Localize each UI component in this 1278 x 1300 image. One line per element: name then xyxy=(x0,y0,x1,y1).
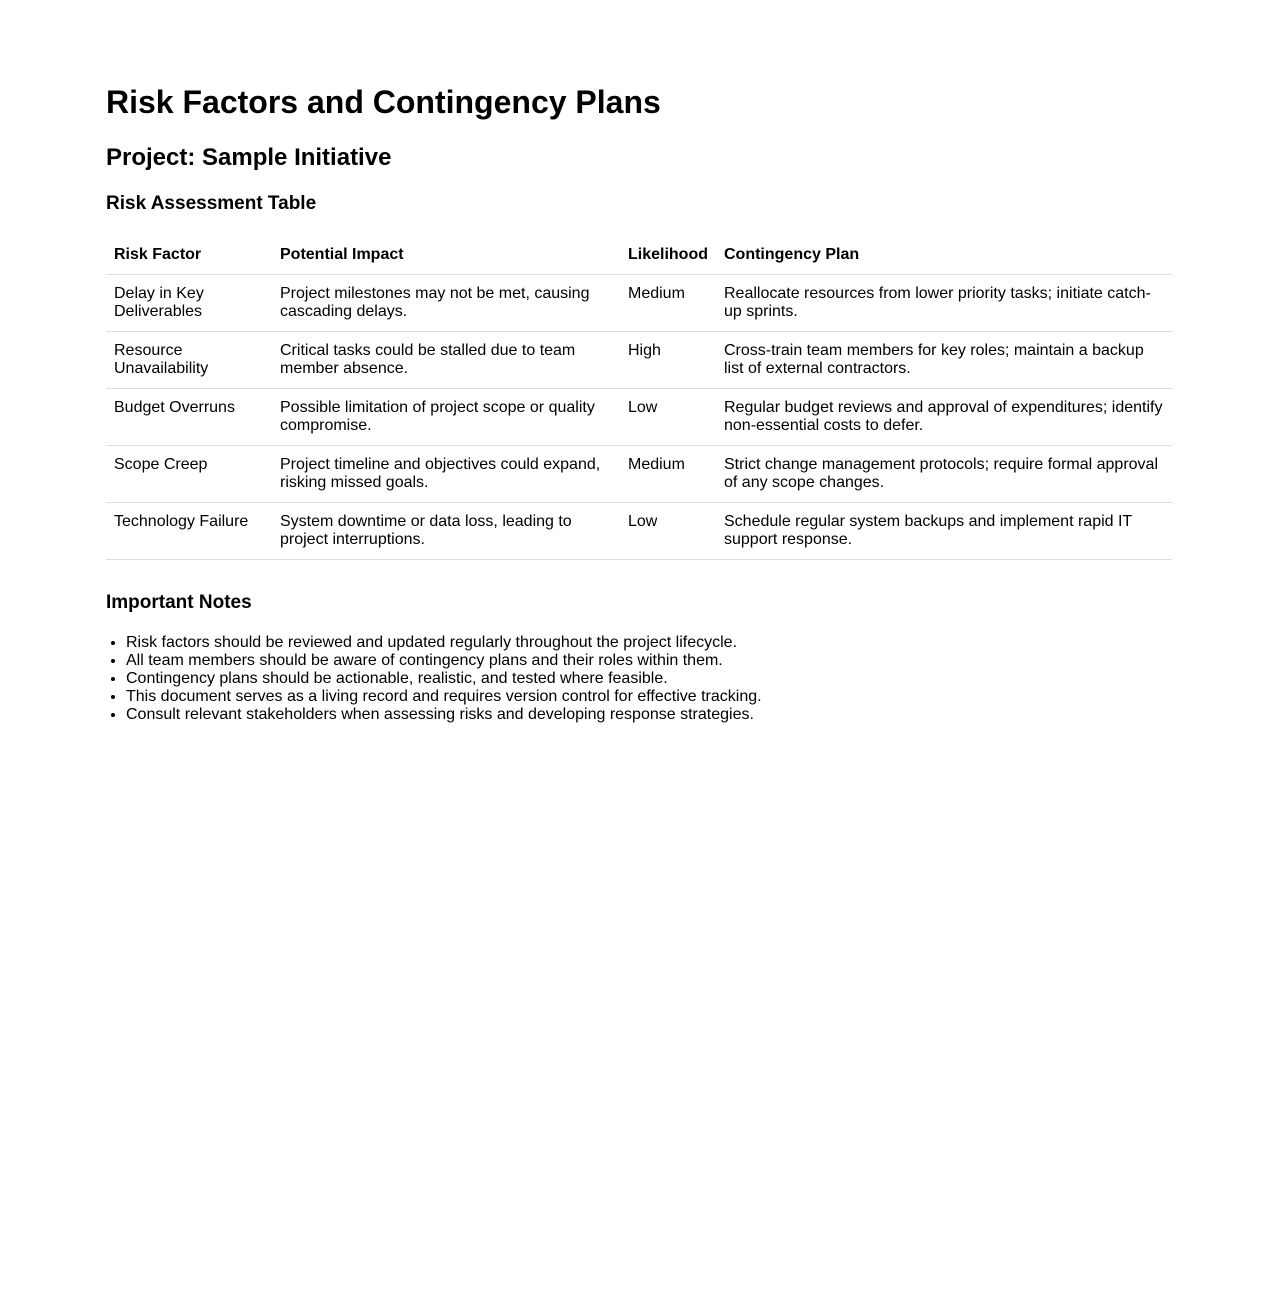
table-header-row xyxy=(106,235,1172,275)
header-likelihood: Likelihood xyxy=(628,246,708,263)
plan-cell: Cross-train team members for key roles; maintain a backup list of external contractors. xyxy=(724,342,1144,377)
table-row xyxy=(106,389,1172,446)
page-title: Risk Factors and Contingency Plans xyxy=(106,84,661,120)
table-row xyxy=(106,275,1172,332)
impact-cell: Critical tasks could be stalled due to team member absence. xyxy=(280,342,576,377)
list-item: • Contingency plans should be actionable, realistic, and tested where feasible. xyxy=(126,670,1172,688)
likelihood-cell: Low xyxy=(628,513,658,530)
notes-list xyxy=(106,634,1172,724)
risk-factor-cell: Technology Failure xyxy=(114,513,249,530)
plan-cell: Regular budget reviews and approval of expenditures; identify non-essential costs to defer. xyxy=(724,399,1163,434)
plan-cell: Reallocate resources from lower priority tasks; initiate catch-up sprints. xyxy=(724,285,1151,320)
likelihood-cell: Medium xyxy=(628,285,685,302)
risk-factor-cell: Delay in Key Deliverables xyxy=(114,285,204,320)
table-row xyxy=(106,503,1172,560)
table-row xyxy=(106,332,1172,389)
project-subtitle: Project: Sample Initiative xyxy=(106,144,392,171)
impact-cell: System downtime or data loss, leading to project interruptions. xyxy=(280,513,572,548)
risk-factor-cell: Budget Overruns xyxy=(114,399,235,416)
notes-heading: Important Notes xyxy=(106,592,252,613)
list-item: • This document serves as a living record and requires version control for effective tracking. xyxy=(126,688,1172,706)
list-item: • All team members should be aware of contingency plans and their roles within them. xyxy=(126,652,1172,670)
risk-assessment-table xyxy=(106,235,1172,560)
plan-cell: Schedule regular system backups and implement rapid IT support response. xyxy=(724,513,1132,548)
risk-factor-cell: Resource Unavailability xyxy=(114,342,209,377)
header-risk-factor: Risk Factor xyxy=(114,246,202,263)
list-item: • Consult relevant stakeholders when assessing risks and developing response strategies. xyxy=(126,706,1172,724)
impact-cell: Project milestones may not be met, causing cascading delays. xyxy=(280,285,590,320)
plan-cell: Strict change management protocols; require formal approval of any scope changes. xyxy=(724,456,1158,491)
likelihood-cell: Low xyxy=(628,399,658,416)
likelihood-cell: Medium xyxy=(628,456,685,473)
impact-cell: Project timeline and objectives could expand, risking missed goals. xyxy=(280,456,601,491)
header-contingency-plan: Contingency Plan xyxy=(724,246,860,263)
risk-factor-cell: Scope Creep xyxy=(114,456,208,473)
table-heading: Risk Assessment Table xyxy=(106,193,317,214)
list-item: • Risk factors should be reviewed and updated regularly throughout the project lifecycle. xyxy=(126,634,1172,652)
header-potential-impact: Potential Impact xyxy=(280,246,404,263)
likelihood-cell: High xyxy=(628,342,661,359)
table-row xyxy=(106,446,1172,503)
impact-cell: Possible limitation of project scope or quality compromise. xyxy=(280,399,595,434)
